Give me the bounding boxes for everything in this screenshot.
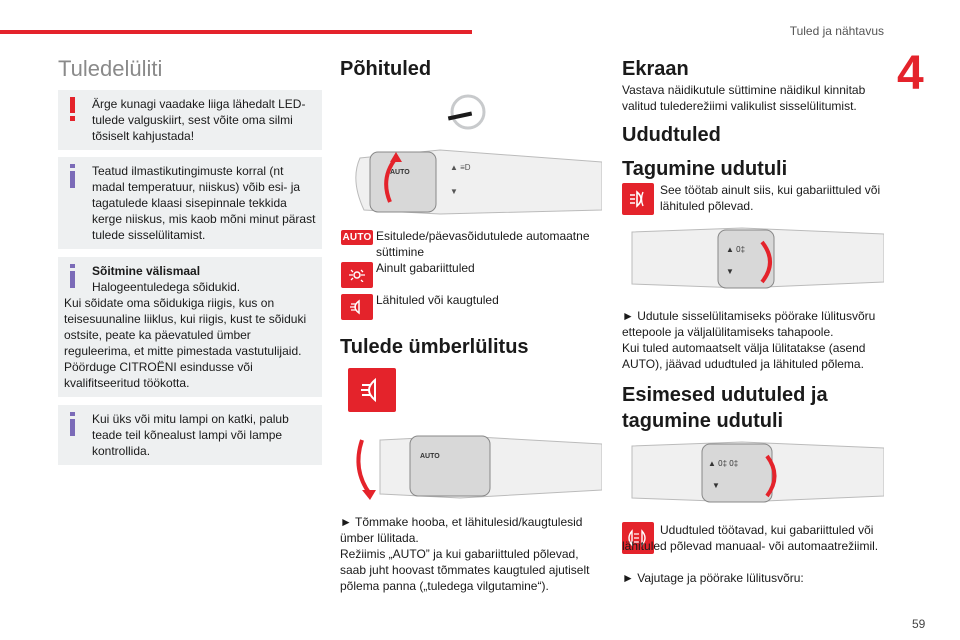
sidelights-icon	[341, 262, 373, 288]
heading-rear-fog: Tagumine udutuli	[622, 158, 788, 180]
heading-screen: Ekraan	[622, 58, 689, 80]
light-stalk-illustration	[340, 140, 602, 222]
warning-text: Ärge kunagi vaadake liiga lähedalt LED-tulede valguskiirt, sest võite oma silmi tõsiselt kahjustada!	[92, 97, 306, 143]
heading-fog-lights: Ududtuled	[622, 124, 721, 146]
info-note-abroad	[58, 257, 322, 397]
item-auto-text: Esitulede/päevasõidutulede automaatne süttimine	[376, 229, 590, 259]
svg-text:▲ 0‡: ▲ 0‡	[726, 245, 746, 254]
info-title: Sõitmine välismaal	[92, 264, 201, 278]
item-headlights-text: Lähituled või kaugtuled	[376, 293, 499, 307]
info-icon	[64, 411, 82, 437]
info-text: Halogeentuledega sõidukid. Kui sõidate oma sõidukiga riigis, kus on teisesuunaline liiklus, kui riigis, kust te sõiduki ostsite, peate ka päevatuled ümber reguleerima, et mitte pimestada vastutulijaid. Pöörduge CITROËNI esindusse või kvalifitseeritud töökotta.	[64, 280, 307, 390]
rear-fog-stalk-illustration	[622, 222, 884, 294]
page-number: 59	[912, 617, 926, 631]
steering-wheel-icon	[440, 92, 496, 132]
svg-text:AUTO: AUTO	[420, 453, 440, 460]
info-icon	[64, 163, 82, 189]
info-note-bulbs	[58, 405, 322, 465]
warning-note	[58, 90, 322, 150]
header-red-bar	[0, 30, 472, 34]
front-rear-fog-description: ► Vajutage ja pöörake lülitusvõru:	[622, 571, 804, 585]
heading-main-lights: Põhituled	[340, 58, 432, 80]
svg-text:▲ ≡D: ▲ ≡D	[450, 163, 471, 172]
switch-description: ► Tõmmake hooba, et lähitulesid/kaugtulesid ümber lülitada. Režiimis „AUTO” ja kui gabariittuled põlevad, saab juht hoovast tõmmates kaugtuled ajutiselt põlema panna („tuledega vilgutamine“).	[340, 515, 590, 593]
headlight-switch-icon	[348, 368, 396, 412]
svg-text:▼: ▼	[726, 267, 734, 276]
rear-fog-description: ► Udutule sisselülitamiseks pöörake lülitusvõru ettepoole ja väljalülitamiseks tahapoole. Kui tuled automaatselt välja lülitatakse (asend AUTO), jäävad ududtuled ja lähituled põlema.	[622, 309, 876, 371]
svg-text:▲ 0‡ 0‡: ▲ 0‡ 0‡	[708, 459, 739, 468]
info-text: Teatud ilmastikutingimuste korral (nt madal temperatuur, niiskus) võib esi- ja tagatulede klaasi sisepinnale tekkida kerge niiskus, mis kaob mõni minut pärast tulede sisselülitamist.	[92, 164, 316, 242]
heading-light-switch: Tulede ümberlülitus	[340, 336, 529, 358]
svg-text:▼: ▼	[712, 481, 720, 490]
heading-front-rear-fog: Esimesed udutuled ja tagumine udutuli	[622, 384, 828, 432]
svg-text:AUTO: AUTO	[390, 169, 410, 176]
front-fog-stalk-illustration	[622, 436, 884, 508]
front-rear-fog-icon-text: Ududtuled töötavad, kui gabariittuled või lähituled põlevad manuaal- või automaatrežiimil.	[622, 523, 879, 553]
screen-text: Vastava näidikutule süttimine näidikul kinnitab valitud tulederežiimi valikulist sisselülitumist.	[622, 83, 866, 113]
page-title: Tuledelüliti	[58, 56, 163, 81]
auto-icon: AUTO	[342, 232, 372, 243]
info-text: Kui üks või mitu lampi on katki, palub teade teil kõnealust lampi või lampe kontrollida.	[92, 412, 289, 458]
headlights-icon	[341, 294, 373, 320]
flash-stalk-illustration	[340, 430, 602, 502]
rear-fog-icon-text: See töötab ainult siis, kui gabariittuled või lähituled põlevad.	[660, 183, 881, 213]
item-sidelights-text: Ainult gabariittuled	[376, 261, 475, 275]
warning-exclamation-icon	[64, 96, 82, 122]
rear-fog-icon	[622, 183, 654, 215]
info-icon	[64, 263, 82, 289]
info-note-condensation	[58, 157, 322, 249]
section-title: Tuled ja nähtavus	[789, 24, 884, 38]
svg-text:▼: ▼	[450, 187, 458, 196]
chapter-number: 4	[897, 47, 924, 100]
